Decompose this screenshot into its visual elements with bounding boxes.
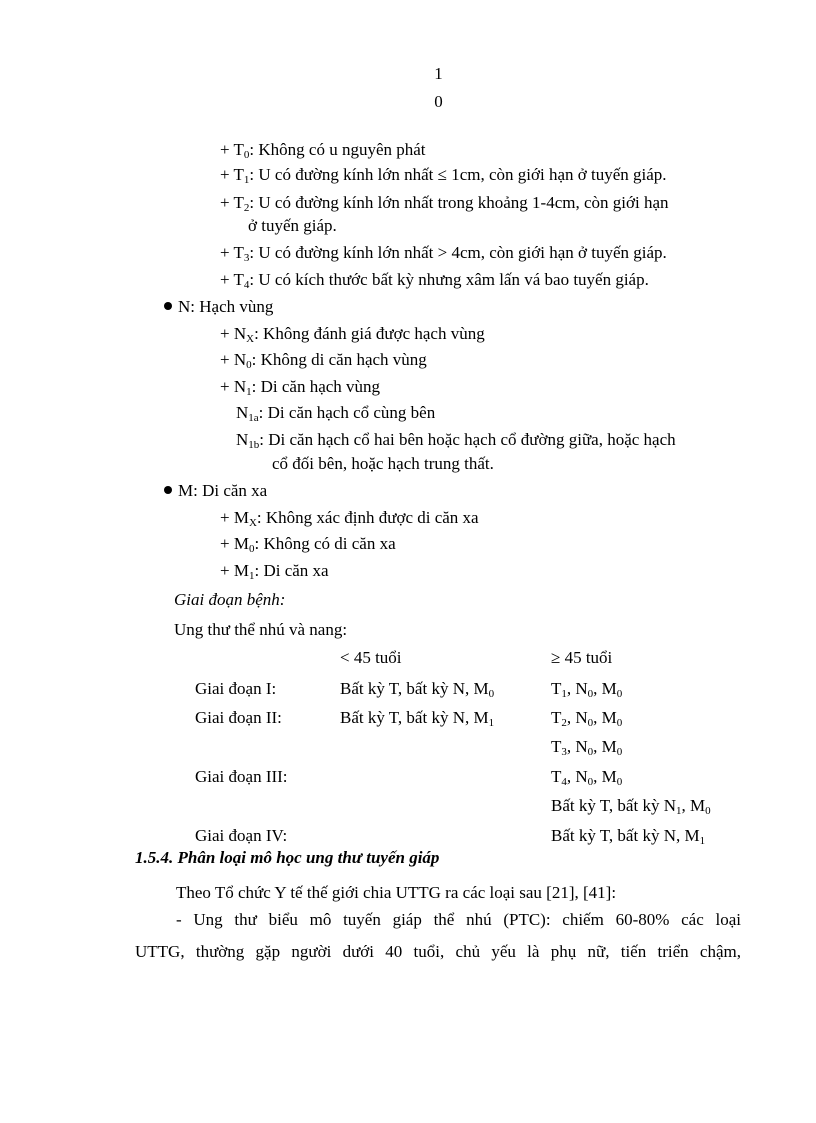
- t2-item-cont: ở tuyến giáp.: [248, 216, 337, 235]
- stage-ii-under45: Bất kỳ T, bất kỳ N, $M_1$: [340, 708, 495, 729]
- nx-item: + $N_X$: Không đánh giá được hạch vùng: [220, 324, 485, 345]
- n1-item: + $N_1$: Di căn hạch vùng: [220, 377, 381, 398]
- t1-item: + $T_1$: U có đường kính lớn nhất ≤ 1cm, còn giới hạn ở tuyến giáp.: [220, 165, 667, 186]
- stage-subtitle: Ung thư thể nhú và nang:: [174, 620, 348, 639]
- col-under45-header: < 45 tuổi: [340, 648, 402, 667]
- stage-ii-label: Giai đoạn II:: [195, 708, 282, 727]
- m0-item: + $M_0$: Không có di căn xa: [220, 534, 396, 555]
- t2-item: + $T_2$: U có đường kính lớn nhất trong khoảng 1-4cm, còn giới hạn: [220, 193, 669, 214]
- stage-iv-over45: Bất kỳ T, bất kỳ N, $M_1$: [551, 826, 706, 847]
- m-heading: M: Di căn xa: [164, 480, 267, 502]
- stage-iii-label: Giai đoạn III:: [195, 767, 288, 786]
- stage-iii-over45-b: Bất kỳ T, bất kỳ $N_1$, $M_0$: [551, 796, 711, 817]
- stage-ii-over45-b: $T_3$, $N_0$, $M_0$: [551, 737, 623, 758]
- n1b-item-cont: cổ đối bên, hoặc hạch trung thất.: [272, 454, 494, 473]
- stage-iv-label: Giai đoạn IV:: [195, 826, 288, 845]
- stage-i-over45: $T_1$, $N_0$, $M_0$: [551, 679, 623, 700]
- n-heading: N: Hạch vùng: [164, 296, 273, 318]
- page-number-2: 0: [434, 92, 443, 111]
- paragraph-2-line-2: UTTG, thường gặp người dưới 40 tuổi, chủ yếu là phụ nữ, tiến triển chậm,: [135, 942, 741, 961]
- bullet-icon: [164, 486, 172, 494]
- mx-item: + $M_X$: Không xác định được di căn xa: [220, 508, 479, 529]
- col-over45-header: ≥ 45 tuổi: [551, 648, 613, 667]
- stage-title: Giai đoạn bệnh:: [174, 590, 286, 609]
- stage-iii-over45-a: $T_4$, $N_0$, $M_0$: [551, 767, 623, 788]
- n1a-item: $N_{1a}$: Di căn hạch cổ cùng bên: [236, 403, 436, 424]
- n1b-item: $N_{1b}$: Di căn hạch cổ hai bên hoặc hạch cổ đường giữa, hoặc hạch: [236, 430, 676, 451]
- paragraph-1: Theo Tổ chức Y tế thế giới chia UTTG ra các loại sau [21], [41]:: [176, 883, 617, 902]
- section-heading: 1.5.4. Phân loại mô học ung thư tuyến giáp: [135, 848, 440, 867]
- t0-item: + $T_0$: Không có u nguyên phát: [220, 140, 426, 161]
- t4-item: + $T_4$: U có kích thước bất kỳ nhưng xâm lấn vá bao tuyến giáp.: [220, 270, 649, 291]
- page-number-1: 1: [434, 64, 443, 83]
- stage-i-label: Giai đoạn I:: [195, 679, 277, 698]
- n0-item: + $N_0$: Không di căn hạch vùng: [220, 350, 427, 371]
- paragraph-2-line-1: - Ung thư biểu mô tuyến giáp thể nhú (PTC): chiếm 60-80% các loại: [176, 910, 741, 929]
- stage-ii-over45-a: $T_2$, $N_0$, $M_0$: [551, 708, 623, 729]
- t3-item: + $T_3$: U có đường kính lớn nhất > 4cm, còn giới hạn ở tuyến giáp.: [220, 243, 667, 264]
- m1-item: + $M_1$: Di căn xa: [220, 561, 329, 582]
- stage-i-under45: Bất kỳ T, bất kỳ N, $M_0$: [340, 679, 495, 700]
- bullet-icon: [164, 302, 172, 310]
